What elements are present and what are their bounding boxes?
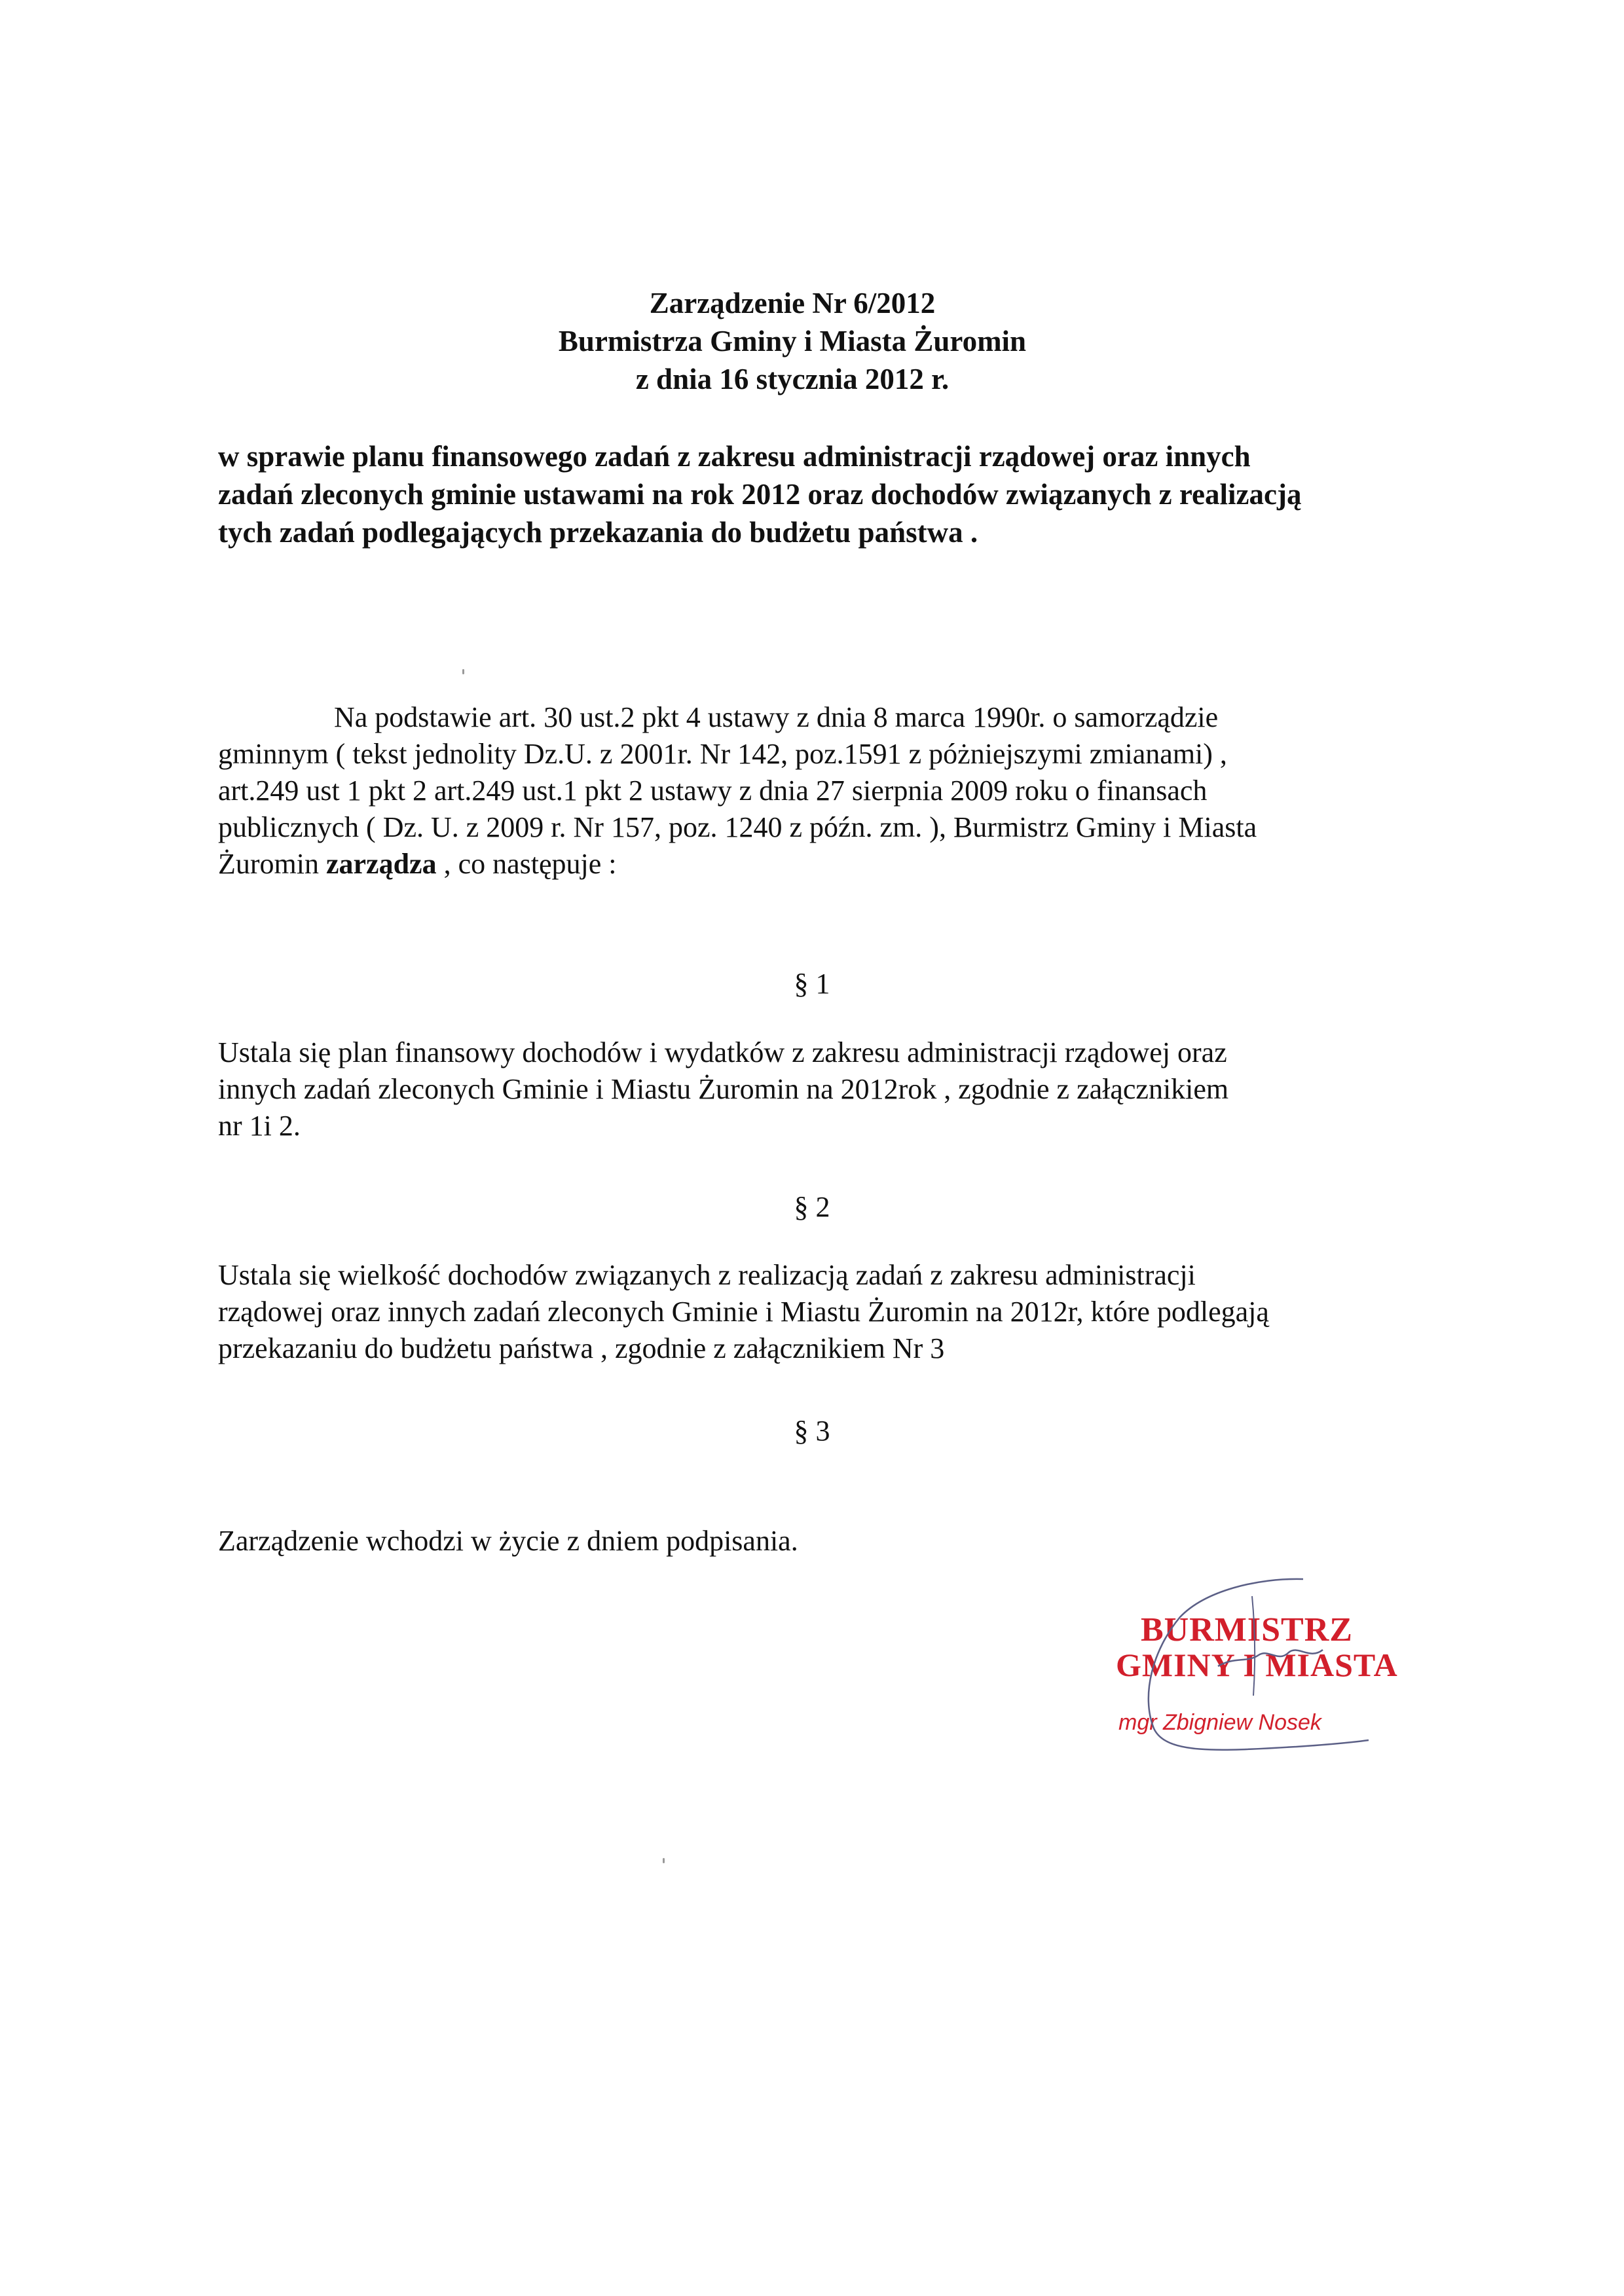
section-mark-2: § 2 (794, 1191, 830, 1223)
preamble-text: Żuromin (218, 848, 326, 880)
section-line: nr 1i 2. (218, 1110, 301, 1142)
preamble-text: , co następuje : (436, 848, 617, 880)
legal-basis-paragraph (218, 699, 1462, 883)
preamble-line: art.249 ust 1 pkt 2 art.249 ust.1 pkt 2 ustawy z dnia 27 sierpnia 2009 roku o finansach (218, 774, 1208, 807)
scan-speck (663, 1858, 665, 1863)
subject-line: w sprawie planu finansowego zadań z zakresu administracji rządowej oraz innych (218, 440, 1251, 473)
section-line: Ustala się plan finansowy dochodów i wydatków z zakresu administracji rządowej oraz (218, 1036, 1227, 1068)
document-issuer: Burmistrza Gminy i Miasta Żuromin (558, 325, 1027, 357)
stamp-title: BURMISTRZ (1141, 1611, 1353, 1649)
preamble-line (218, 846, 1462, 883)
document-title: Zarządzenie Nr 6/2012 (649, 287, 936, 319)
section-line: Zarządzenie wchodzi w życie z dniem podpisania. (218, 1525, 798, 1557)
section-mark-3: § 3 (794, 1415, 830, 1447)
subject-line: zadań zleconych gminie ustawami na rok 2012 oraz dochodów związanych z realizacją (218, 478, 1302, 511)
section-mark-1: § 1 (794, 968, 830, 1000)
subject-line: tych zadań podlegających przekazania do budżetu państwa . (218, 516, 978, 549)
section-line: rządowej oraz innych zadań zleconych Gminie i Miastu Żuromin na 2012r, które podlegają (218, 1296, 1269, 1328)
mayor-stamp-signature (1107, 1565, 1398, 1761)
preamble-line: Na podstawie art. 30 ust.2 pkt 4 ustawy z dnia 8 marca 1990r. o samorządzie (334, 701, 1219, 733)
document-subject (218, 437, 1462, 551)
preamble-line: gminnym ( tekst jednolity Dz.U. z 2001r. Nr 142, poz.1591 z póżniejszymi zmianami) , (218, 738, 1227, 770)
preamble-line: publicznych ( Dz. U. z 2009 r. Nr 157, poz. 1240 z późn. zm. ), Burmistrz Gminy i Miasta (218, 811, 1257, 843)
stamp-name: mgr Zbigniew Nosek (1118, 1710, 1321, 1735)
section-2-text (218, 1257, 1462, 1367)
section-line: innych zadań zleconych Gminie i Miastu Żuromin na 2012rok , zgodnie z załącznikiem (218, 1073, 1229, 1105)
stamp-office: GMINY I MIASTA (1116, 1647, 1398, 1683)
section-1-text (218, 1034, 1462, 1144)
document-date: z dnia 16 stycznia 2012 r. (635, 363, 950, 395)
preamble-bold-word: zarządza (325, 848, 437, 880)
section-3-text (218, 1523, 1462, 1559)
section-line: przekazaniu do budżetu państwa , zgodnie z załącznikiem Nr 3 (218, 1332, 945, 1364)
section-line: Ustala się wielkość dochodów związanych z realizacją zadań z zakresu administracji (218, 1259, 1196, 1291)
handwritten-signature (1107, 1565, 1388, 1761)
scan-speck (462, 669, 464, 674)
